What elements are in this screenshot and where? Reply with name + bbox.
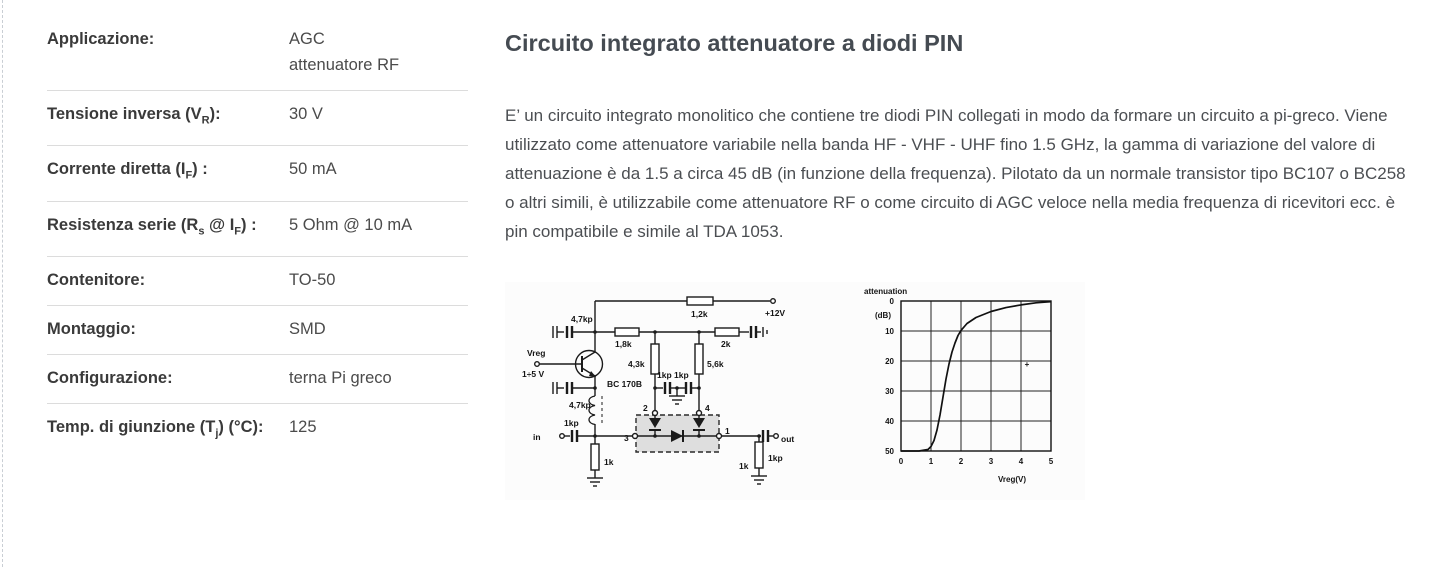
bias-row [553, 326, 767, 338]
spec-row-corrente-diretta [47, 146, 468, 201]
spec-value: SMD [289, 319, 326, 338]
label-r43k: 4,3k [628, 359, 645, 369]
circuit-schematic-svg [507, 284, 841, 498]
datasheet-figure [505, 282, 1085, 500]
label-pin4: 4 [705, 403, 710, 413]
label-vreg-range: 1÷5 V [522, 369, 545, 379]
x-tick-label: 5 [1048, 457, 1054, 466]
x-tick-label: 1 [928, 457, 934, 466]
spec-table [47, 16, 468, 458]
y-tick-label: 0 [889, 297, 894, 306]
spec-value: 125 [289, 417, 317, 436]
label-pin2: 2 [643, 403, 648, 413]
label-r2k: 2k [721, 339, 731, 349]
label-transistor: BC 170B [607, 379, 642, 389]
spec-label: Applicazione: [47, 30, 155, 48]
label-r18k: 1,8k [615, 339, 632, 349]
spec-row-contenitore [47, 257, 468, 306]
spec-value [289, 26, 468, 78]
spec-label: Corrente diretta $(I_F)$ : [47, 160, 208, 182]
spec-label: Montaggio: [47, 319, 136, 338]
y-tick-label: 30 [885, 387, 894, 396]
input-branch [560, 430, 633, 486]
label-c1kp-pair: 1kp 1kp [657, 370, 689, 380]
spec-value-line1: AGC [289, 30, 325, 48]
pin-diode-block [633, 411, 722, 453]
attenuation-graph-svg [851, 284, 1083, 496]
attenuation-curve [901, 302, 1051, 451]
spec-label: Tensione inversa $(V_R)$: [47, 105, 221, 127]
spec-label: Temp. di giunzione $(T_j)$ (°C): [47, 417, 264, 440]
label-r12k: 1,2k [691, 309, 708, 319]
spec-label: Configurazione: [47, 368, 173, 387]
label-in: in [533, 432, 541, 442]
spec-value: terna Pi greco [289, 368, 392, 387]
label-pin1: 1 [725, 426, 730, 436]
y-tick-label: 20 [885, 357, 894, 366]
x-tick-label: 4 [1018, 457, 1024, 466]
spec-value: TO-50 [289, 270, 336, 289]
y-tick-label: 10 [885, 327, 894, 336]
label-r47kp-bot: 4,7kp [569, 400, 591, 410]
x-axis-label: Vreg(V) [998, 475, 1027, 484]
spec-label: Resistenza serie ($R_s$ @ $I_F$) : [47, 215, 257, 237]
y-tick-label: 40 [885, 417, 894, 426]
article-paragraph: E’ un circuito integrato monolitico che contiene tre diodi PIN collegati in modo da formare un circuito a pi-greco. Viene utilizzato come attenuatore variabile nella banda HF - VHF - UHF fino 1.5 GHz, la gamma di variazione del valore di attenuazione è da 1.5 a circa 45 dB (in funzione della frequenza). Pilotato da un normale transistor tipo BC107 o BC258 o altri simili, è utilizzabile come attenuatore RF o come circuito di AGC veloce nella media frequenza di ricevitori ecc. è pin compatibile e simile al TDA 1053. [505, 106, 1406, 241]
page-left-border [2, 0, 3, 567]
plot-frame [901, 301, 1051, 451]
y-axis-unit: (dB) [875, 311, 891, 320]
x-tick-label: 3 [988, 457, 994, 466]
spec-row-montaggio [47, 306, 468, 355]
label-supply: +12V [765, 308, 786, 318]
label-r56k: 5,6k [707, 359, 724, 369]
spec-value-line2: attenuatore RF [289, 56, 400, 74]
spec-row-configurazione [47, 355, 468, 404]
label-r47kp-top: 4,7kp [571, 314, 593, 324]
spec-label: Contenitore: [47, 270, 146, 289]
spec-value: 50 mA [289, 160, 337, 179]
label-r1k-in: 1k [604, 457, 614, 467]
spec-row-tensione-inversa [47, 91, 468, 146]
page-title: Circuito integrato attenuatore a diodi PIN [505, 30, 964, 56]
graph-title: attenuation [864, 287, 908, 296]
spec-row-resistenza-serie [47, 202, 468, 257]
label-c1kp-in: 1kp [564, 418, 579, 428]
label-c1kp-out: 1kp [768, 453, 783, 463]
label-r1k-out: 1k [739, 461, 749, 471]
scan-artifact-mark: + [1024, 360, 1030, 369]
label-pin3: 3 [624, 433, 629, 443]
spec-row-temp-giunzione [47, 404, 468, 458]
spec-row-applicazione [47, 16, 468, 91]
label-out: out [781, 434, 795, 444]
y-tick-label: 50 [885, 447, 894, 456]
x-tick-label: 0 [898, 457, 904, 466]
x-tick-label: 2 [958, 457, 964, 466]
spec-value: 5 Ohm @ 10 mA [289, 215, 413, 234]
spec-value: 30 V [289, 105, 323, 123]
label-vreg: Vreg [527, 348, 546, 358]
